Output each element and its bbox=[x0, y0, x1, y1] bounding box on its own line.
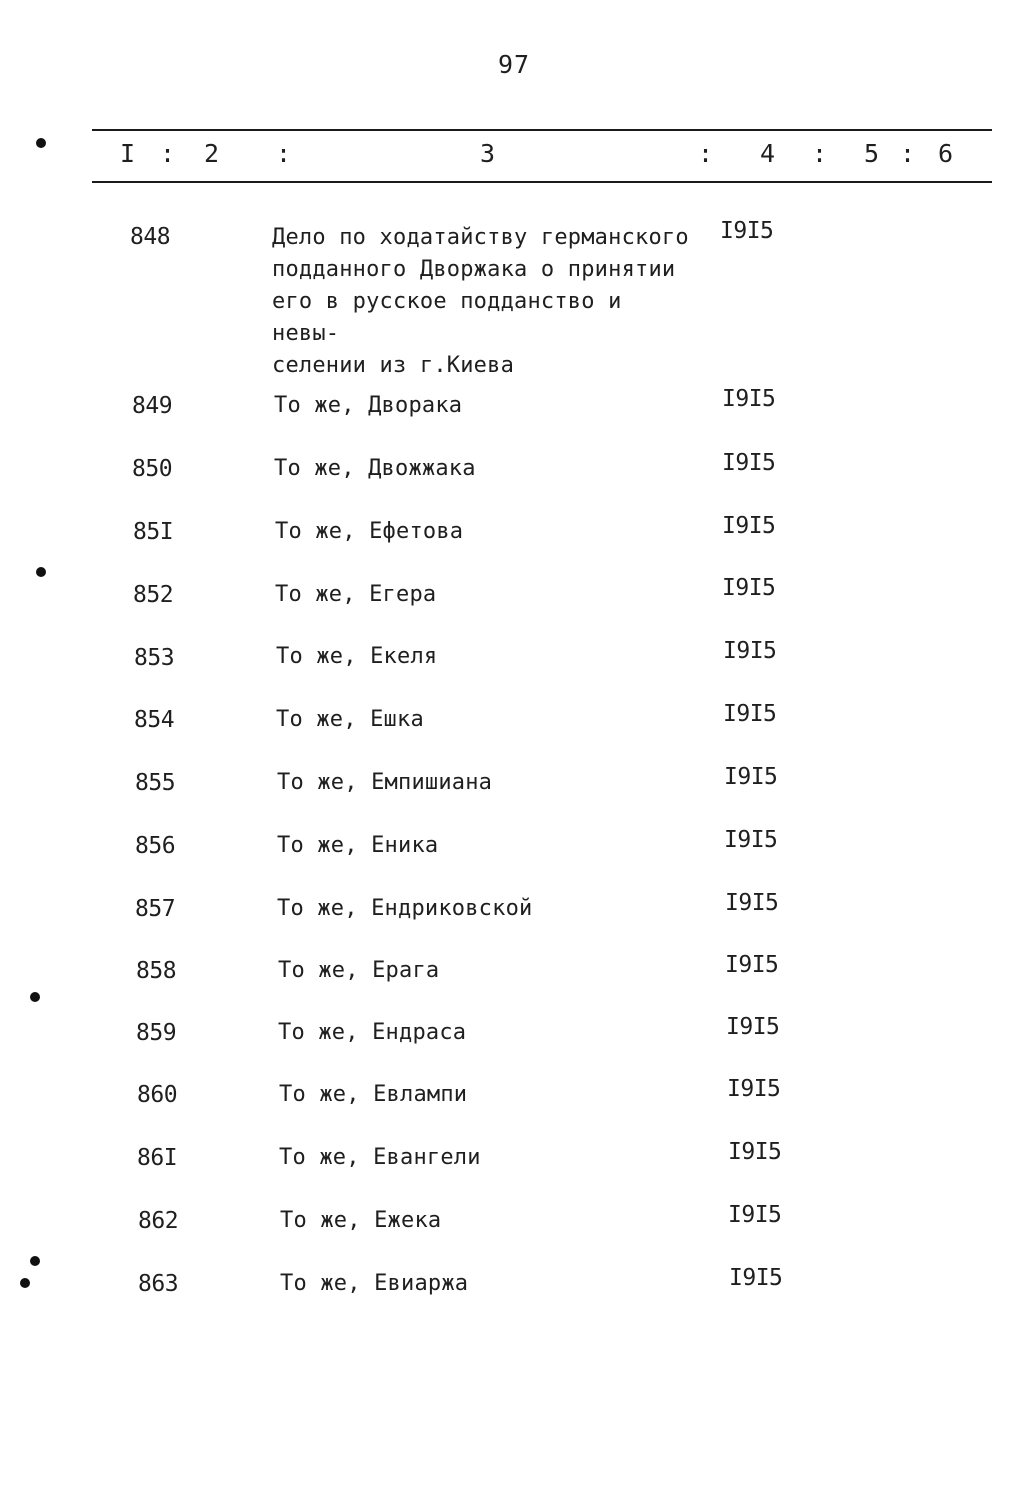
case-year: I9I5 bbox=[722, 450, 776, 476]
case-year: I9I5 bbox=[723, 638, 777, 664]
case-description: То же, Еника bbox=[277, 833, 439, 858]
header-separator: : bbox=[812, 139, 828, 168]
header-separator: : bbox=[698, 139, 714, 168]
case-description: Дело по ходатайству германского подданного Дворжака о принятии его в русское подданство и невы- селении из г.Киева bbox=[272, 225, 689, 378]
case-description: То же, Егера bbox=[275, 582, 437, 607]
case-number: 850 bbox=[132, 456, 173, 482]
case-description: То же, Ендраса bbox=[278, 1020, 467, 1045]
case-number: 853 bbox=[134, 645, 175, 671]
case-number: 858 bbox=[136, 958, 177, 984]
header-col-1: I bbox=[120, 139, 136, 168]
case-description: То же, Евлампи bbox=[279, 1082, 468, 1107]
case-description: То же, Ендриковской bbox=[277, 896, 533, 921]
case-description: То же, Ешка bbox=[276, 707, 424, 732]
header-separator: : bbox=[900, 139, 916, 168]
header-col-3: 3 bbox=[480, 139, 496, 168]
case-year: I9I5 bbox=[724, 827, 778, 853]
case-year: I9I5 bbox=[723, 701, 777, 727]
case-number: 855 bbox=[135, 770, 176, 796]
case-year: I9I5 bbox=[729, 1265, 783, 1291]
header-col-4: 4 bbox=[760, 139, 776, 168]
case-number: 848 bbox=[130, 224, 171, 250]
case-year: I9I5 bbox=[727, 1076, 781, 1102]
case-number: 85I bbox=[133, 519, 174, 545]
case-number: 86I bbox=[137, 1145, 178, 1171]
case-description: То же, Ефетова bbox=[275, 519, 464, 544]
punch-hole-mark bbox=[30, 1256, 40, 1266]
case-number: 849 bbox=[132, 393, 173, 419]
case-description: То же, Двожжака bbox=[274, 456, 476, 481]
case-number: 862 bbox=[138, 1208, 179, 1234]
header-separator: : bbox=[276, 139, 292, 168]
case-number: 857 bbox=[135, 896, 176, 922]
table-header-rule bbox=[92, 181, 992, 183]
header-col-2: 2 bbox=[204, 139, 220, 168]
case-number: 859 bbox=[136, 1020, 177, 1046]
case-description: То же, Дворака bbox=[274, 393, 463, 418]
table-top-rule bbox=[92, 129, 992, 131]
case-number: 852 bbox=[133, 582, 174, 608]
header-separator: : bbox=[160, 139, 176, 168]
punch-hole-mark bbox=[20, 1278, 30, 1288]
case-description: То же, Ежека bbox=[280, 1208, 442, 1233]
case-description: То же, Ерага bbox=[278, 958, 440, 983]
case-year: I9I5 bbox=[725, 890, 779, 916]
case-year: I9I5 bbox=[728, 1202, 782, 1228]
case-description: То же, Емпишиана bbox=[277, 770, 493, 795]
punch-hole-mark bbox=[36, 138, 46, 148]
case-description: То же, Евангели bbox=[279, 1145, 481, 1170]
case-number: 860 bbox=[137, 1082, 178, 1108]
case-year: I9I5 bbox=[722, 513, 776, 539]
case-description: То же, Евиаржа bbox=[280, 1271, 469, 1296]
punch-hole-mark bbox=[36, 567, 46, 577]
case-year: I9I5 bbox=[724, 764, 778, 790]
case-year: I9I5 bbox=[728, 1139, 782, 1165]
punch-hole-mark bbox=[30, 992, 40, 1002]
header-col-6: 6 bbox=[938, 139, 954, 168]
case-year: I9I5 bbox=[722, 575, 776, 601]
case-number: 854 bbox=[134, 707, 175, 733]
case-year: I9I5 bbox=[720, 218, 774, 244]
header-col-5: 5 bbox=[864, 139, 880, 168]
page-number: 97 bbox=[498, 50, 531, 79]
case-year: I9I5 bbox=[722, 386, 776, 412]
case-number: 863 bbox=[138, 1271, 179, 1297]
case-description: То же, Екеля bbox=[276, 644, 438, 669]
case-year: I9I5 bbox=[725, 952, 779, 978]
case-year: I9I5 bbox=[726, 1014, 780, 1040]
case-number: 856 bbox=[135, 833, 176, 859]
